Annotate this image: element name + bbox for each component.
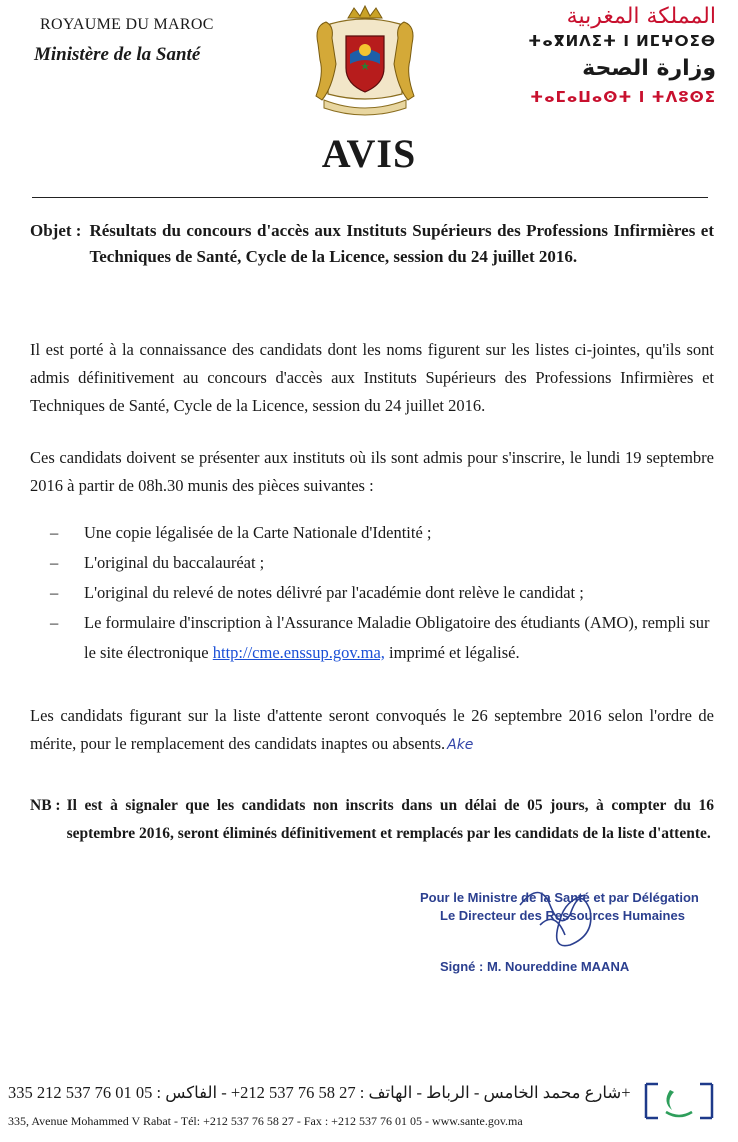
amo-website-link[interactable]: http://cme.enssup.gov.ma, bbox=[212, 643, 385, 662]
list-item bbox=[50, 548, 714, 578]
list-item bbox=[50, 518, 714, 548]
title-divider bbox=[32, 197, 708, 198]
subject-block bbox=[30, 218, 714, 270]
list-item bbox=[50, 578, 714, 608]
nb-text: Il est à signaler que les candidats non inscrits dans un délai de 05 jours, à compter du 16 septembre 2016, seront éliminés définitivement et remplacés par les candidats de la liste d'attente. bbox=[66, 797, 714, 842]
list-item-text-before: Le formulaire d'inscription à l'Assurance Maladie Obligatoire des étudiants (AMO), rempli sur le site électronique bbox=[84, 613, 710, 662]
paragraph-waiting-list bbox=[30, 702, 714, 759]
header-kingdom-ar: المملكة المغربية bbox=[566, 4, 716, 29]
list-item-text: Une copie légalisée de la Carte Nationale d'Identité ; bbox=[84, 523, 432, 542]
list-bullet: – bbox=[50, 583, 59, 602]
header-kingdom-fr: ROYAUME DU MAROC bbox=[40, 16, 214, 33]
required-documents-list bbox=[50, 518, 714, 668]
nb-label: NB : bbox=[30, 797, 61, 814]
footer-address-fr: 335, Avenue Mohammed V Rabat - Tél: +212 537 76 58 27 - Fax : +212 537 76 01 05 - www.sante.gov.ma bbox=[8, 1114, 523, 1128]
ministry-logo-icon bbox=[640, 1076, 718, 1126]
signature-title: Le Directeur des Ressources Humaines bbox=[440, 908, 685, 923]
list-item-text: L'original du relevé de notes délivré par l'académie dont relève le candidat ; bbox=[84, 583, 584, 602]
handwritten-note: Ake bbox=[447, 737, 474, 753]
list-bullet: – bbox=[50, 613, 59, 632]
page-title: AVIS bbox=[321, 131, 417, 176]
signature-name: Signé : M. Noureddine MAANA bbox=[440, 959, 630, 974]
header-ministry-tz: ⵜⴰⵎⴰⵡⴰⵙⵜ ⵏ ⵜⴷⵓⵙⵉ bbox=[530, 88, 716, 106]
paragraph-admission: Il est porté à la connaissance des candidats dont les noms figurent sur les listes ci-jointes, qu'ils sont admis définitivement au concours d'accès aux Instituts Supérieurs des Professions Infirmières et Techniques de Santé, Cycle de la Licence, session du 24 juillet 2016. bbox=[30, 340, 714, 415]
header-kingdom-tz: ⵜⴰⴳⵍⴷⵉⵜ ⵏ ⵍⵎⵖⵔⵉⴱ bbox=[528, 32, 716, 50]
header-ministry-ar: وزارة الصحة bbox=[582, 56, 716, 81]
signature-delegation: Pour le Ministre de la Santé et par Délégation bbox=[420, 890, 699, 905]
list-item-text: L'original du baccalauréat ; bbox=[84, 553, 265, 572]
list-bullet: – bbox=[50, 553, 59, 572]
header-ministry-fr: Ministère de la Santé bbox=[34, 44, 201, 65]
list-item-text bbox=[84, 608, 714, 668]
list-item bbox=[50, 608, 714, 668]
subject-text: Résultats du concours d'accès aux Instituts Supérieurs des Professions Infirmières et Techniques de Santé, Cycle de la Licence, session du 24 juillet 2016. bbox=[89, 221, 714, 266]
waiting-list-text: Les candidats figurant sur la liste d'attente seront convoqués le 26 septembre 2016 selon l'ordre de mérite, pour le remplacement des candidats inaptes ou absents. bbox=[30, 706, 714, 753]
coat-of-arms-icon bbox=[310, 4, 420, 116]
subject-label: Objet : bbox=[30, 221, 82, 240]
footer-address-ar: 335 شارع محمد الخامس - الرباط - الهاتف : 27 58 76 537 212+ - الفاكس : 05 01 76 537 212+ bbox=[8, 1083, 631, 1102]
nb-block bbox=[30, 792, 714, 848]
paragraph-registration: Ces candidats doivent se présenter aux instituts où ils sont admis pour s'inscrire, le lundi 19 septembre 2016 à partir de 08h.30 munis des pièces suivantes : bbox=[30, 448, 714, 495]
list-bullet: – bbox=[50, 523, 59, 542]
list-item-text-after: imprimé et légalisé. bbox=[384, 643, 520, 662]
